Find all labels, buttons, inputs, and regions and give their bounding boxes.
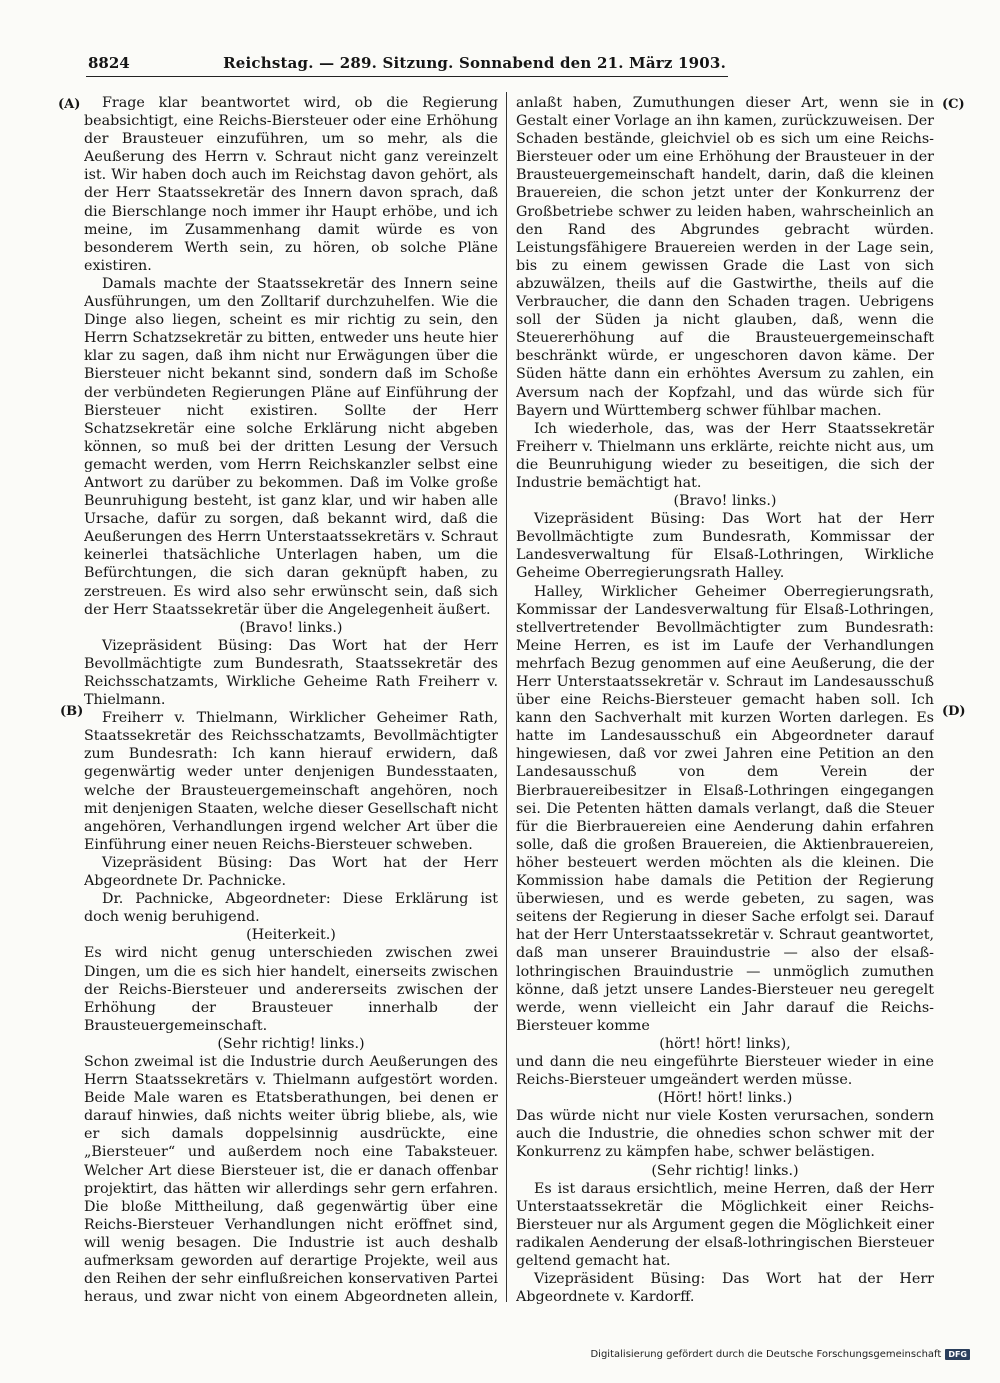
left-text-column xyxy=(84,94,498,1306)
paragraph: Vizepräsident Büsing: Das Wort hat der Herr Abgeordnete Dr. Pachnicke. xyxy=(84,854,498,890)
paragraph: Es ist daraus ersichtlich, meine Herren, daß der Herr Unterstaatssekretär die Möglichkeit einer Reichs-Biersteuer nur als Argument gegen die Möglichkeit einer radikalen Aenderung der elsaß-lothringischen Biersteuer geltend gemacht hat. xyxy=(516,1180,934,1269)
column-divider xyxy=(506,92,507,1302)
paragraph: (Sehr richtig! links.) xyxy=(217,1035,365,1052)
right-text-column xyxy=(516,94,934,1306)
paragraph: (Hört! hört! links.) xyxy=(657,1090,793,1107)
paragraph: Damals machte der Staatssekretär des Innern seine Ausführungen, um den Zolltarif durchzuhelfen. Wie die Dinge also liegen, scheint es mir richtig zu sein, den Herrn Schatzsekretär zu bitten, entweder uns heute hier klar zu sagen, daß ihm nicht nur Erwägungen über die Biersteuer nicht bekannt sind, sondern daß im Schoße der verbündeten Regierungen Pläne auf Einführung der Biersteuer nicht existiren. Sollte der Herr Schatzsekretär eine solche Erklärung nicht abgeben können, so muß bei der dritten Lesung der Versuch gemacht werden, vom Herrn Reichskanzler selbst eine Antwort zu darüber zu bekommen. Daß im Volke große Beunruhigung besteht, ist ganz klar, und wir haben alle Ursache, dafür zu sorgen, daß bekannt wird, daß die Aeußerungen des Herrn Unterstaatssekretärs v. Schraut keinerlei thatsächliche Unterlagen haben, um die Befürchtungen, die sich daran geknüpft haben, zu zerstreuen. Es wird also sehr erwünscht sein, daß sich der Herr Staatssekretär über die Angelegenheit äußert. xyxy=(84,275,498,618)
paragraph: Schon zweimal ist die Industrie durch Aeußerungen des Herrn Staatssekretärs v. Thielmann aufgestört worden. Beide Male waren es Etatsberathungen, bei denen er darauf hinwies, daß nichts weiter übrig bliebe, als, wie er sich damals doppelsinnig ausdrückte, eine „Biersteuer“ und außerdem noch eine Tabaksteuer. Welcher Art diese Biersteuer ist, die er danach offenbar projektirt, das hätten wir allerdings sehr gern erfahren. Die bloße Mittheilung, daß gegenwärtig über eine Reichs-Biersteuer Verhandlungen nicht eröffnet sind, will wenig besagen. Die Industrie ist auch deshalb aufmerksam geworden auf derartige Projekte, weil aus den Reihen der sehr einflußreichen konservativen Partei heraus, und zwar nicht von einem Abgeordneten allein, xyxy=(84,1053,498,1306)
paragraph: Vizepräsident Büsing: Das Wort hat der Herr Bevollmächtigte zum Bundesrath, Kommissar der Landesverwaltung für Elsaß-Lothringen, Wirkliche Geheime Oberregierungsrath Halley. xyxy=(516,511,934,582)
page-header xyxy=(88,54,726,76)
paragraph: Das würde nicht nur viele Kosten verursachen, sondern auch die Industrie, die ohnedies schon schwer mit der Konkurrenz zu kämpfen habe, schwer belästigen. xyxy=(516,1108,934,1161)
paragraph: (Bravo! links.) xyxy=(673,493,777,510)
margin-mark-a: (A) xyxy=(58,97,81,112)
margin-mark-d: (D) xyxy=(942,704,966,719)
running-head: Reichstag. — 289. Sitzung. Sonnabend den 21. März 1903. xyxy=(223,54,726,72)
paragraph: Freiherr v. Thielmann, Wirklicher Geheimer Rath, Staatssekretär des Reichsschatzamts, Bevollmächtigter zum Bundesrath: Ich kann hierauf erwidern, daß gegenwärtig weder unter denjenigen Bundesstaaten, welche der Brausteuergemeinschaft angehören, noch mit denjenigen Staaten, welche dieser Gesellschaft nicht angehören, Verhandlungen irgend welcher Art über die Einführung einer neuen Reichs-Biersteuer schweben. xyxy=(84,710,498,853)
paragraph: Vizepräsident Büsing: Das Wort hat der Herr Abgeordnete v. Kardorff. xyxy=(516,1271,934,1306)
footer-credit-text: Digitalisierung gefördert durch die Deutsche Forschungsgemeinschaft xyxy=(590,1349,942,1360)
margin-mark-c: (C) xyxy=(942,97,965,112)
paragraph: anlaßt haben, Zumuthungen dieser Art, wenn sie in Gestalt einer Vorlage an ihn kamen, zurückzuweisen. Der Schaden bestände, gleichviel ob es sich um eine Reichs-Biersteuer oder um eine Erhöhung der Brausteuer in der Brausteuergemeinschaft handelt, darin, daß die kleinen Brauereien, die schon jetzt unter der Konkurrenz der Großbetriebe schwer zu leiden haben, wahrscheinlich an den Rand des Abgrundes gebracht würden. Leistungsfähigere Brauereien werden in der Lage sein, bis zu einem gewissen Grade die Last von sich abzuwälzen, theils auf die Gastwirthe, theils auf die Verbraucher, die dann den Schaden tragen. Uebrigens soll der Süden ja nicht glauben, daß, wenn die Steuererhöhung auf die Brausteuergemeinschaft beschränkt würde, er ungeschoren davon käme. Der Süden hätte dann ein erhöhtes Aversum zu zahlen, ein Aversum nach der Kopfzahl, und das würde sich für Bayern und Württemberg schwer fühlbar machen. xyxy=(516,95,934,419)
paragraph: (hört! hört! links), xyxy=(659,1035,791,1052)
dfg-logo: DFG xyxy=(945,1349,970,1360)
paragraph: Frage klar beantwortet wird, ob die Regierung beabsichtigt, eine Reichs-Biersteuer oder eine Erhöhung der Brausteuer einzuführen, um so mehr, als die Aeußerung des Herrn v. Schraut nicht ganz vereinzelt ist. Wir haben doch auch im Reichstag davon gehört, als der Herr Staatssekretär des Innern davon sprach, daß die Bierschlange noch immer ihr Haupt erhöbe, und ich meine, im Zusammenhang damit würde es von besonderem Werth sein, zu hören, ob solche Pläne existiren. xyxy=(84,95,498,274)
paragraph: Dr. Pachnicke, Abgeordneter: Diese Erklärung ist doch wenig beruhigend. xyxy=(84,891,498,926)
paragraph: (Heiterkeit.) xyxy=(246,927,336,944)
paragraph: Vizepräsident Büsing: Das Wort hat der Herr Bevollmächtigte zum Bundesrath, Staatssekretär des Reichsschatzamts, Wirkliche Geheime Rath Freiherr v. Thielmann. xyxy=(84,637,498,709)
paragraph: Es wird nicht genug unterschieden zwischen zwei Dingen, um die es sich hier handelt, einerseits zwischen der Reichs-Biersteuer und andererseits zwischen der Erhöhung der Brausteuer innerhalb der Brausteuergemeinschaft. xyxy=(84,945,498,1034)
paragraph: und dann die neu eingeführte Biersteuer wieder in eine Reichs-Biersteuer umgeändert werden müsse. xyxy=(516,1053,934,1089)
paragraph: (Sehr richtig! links.) xyxy=(651,1162,799,1179)
paragraph: Halley, Wirklicher Geheimer Oberregierungsrath, Kommissar der Landesverwaltung für Elsaß-Lothringen, stellvertretender Bevollmächtigter zum Bundesrath: Meine Herren, es ist im Laufe der Verhandlungen mehrfach Bezug genommen auf eine Aeußerung, die der Herr Unterstaatssekretär v. Schraut im Landesausschuß über eine Reichs-Biersteuer gemacht haben soll. Ich kann den Sachverhalt mit kurzen Worten darlegen. Es hatte im Landesausschuß ein Abgeordneter darauf hingewiesen, daß vor zwei Jahren eine Petition an den Landesausschuß von dem Verein der Bierbrauereibesitzer in Elsaß-Lothringen eingegangen sei. Die Petenten hätten damals verlangt, daß die Steuer für die Bierbrauereien eine Aenderung dahin erfahren solle, daß die großen Brauereien, die Aktienbrauereien, höher besteuert werden möchten als die kleinen. Die Kommission habe damals die Petition der Regierung überwiesen, und es werde gebeten, zu sagen, was seitens der Regierung in dieser Sache erfolgt sei. Darauf hat der Herr Unterstaatssekretär v. Schraut geantwortet, daß man unserer Brauindustrie — also der elsaß-lothringischen Brauindustrie — unmöglich zumuthen könne, daß jetzt unsere Landes-Biersteuer neu geregelt werde, wenn vielleicht ein Jahr darauf die Reichs-Biersteuer komme xyxy=(516,583,934,1034)
footer-credit xyxy=(590,1349,970,1360)
page-number: 8824 xyxy=(88,54,130,72)
header-rule xyxy=(86,76,728,77)
margin-mark-b: (B) xyxy=(60,704,84,719)
paragraph: Ich wiederhole, das, was der Herr Staatssekretär Freiherr v. Thielmann uns erklärte, reichte nicht aus, um die Beunruhigung wieder zu beseitigen, die sich der Industrie bemächtigt hat. xyxy=(516,420,934,491)
paragraph: (Bravo! links.) xyxy=(239,619,343,636)
